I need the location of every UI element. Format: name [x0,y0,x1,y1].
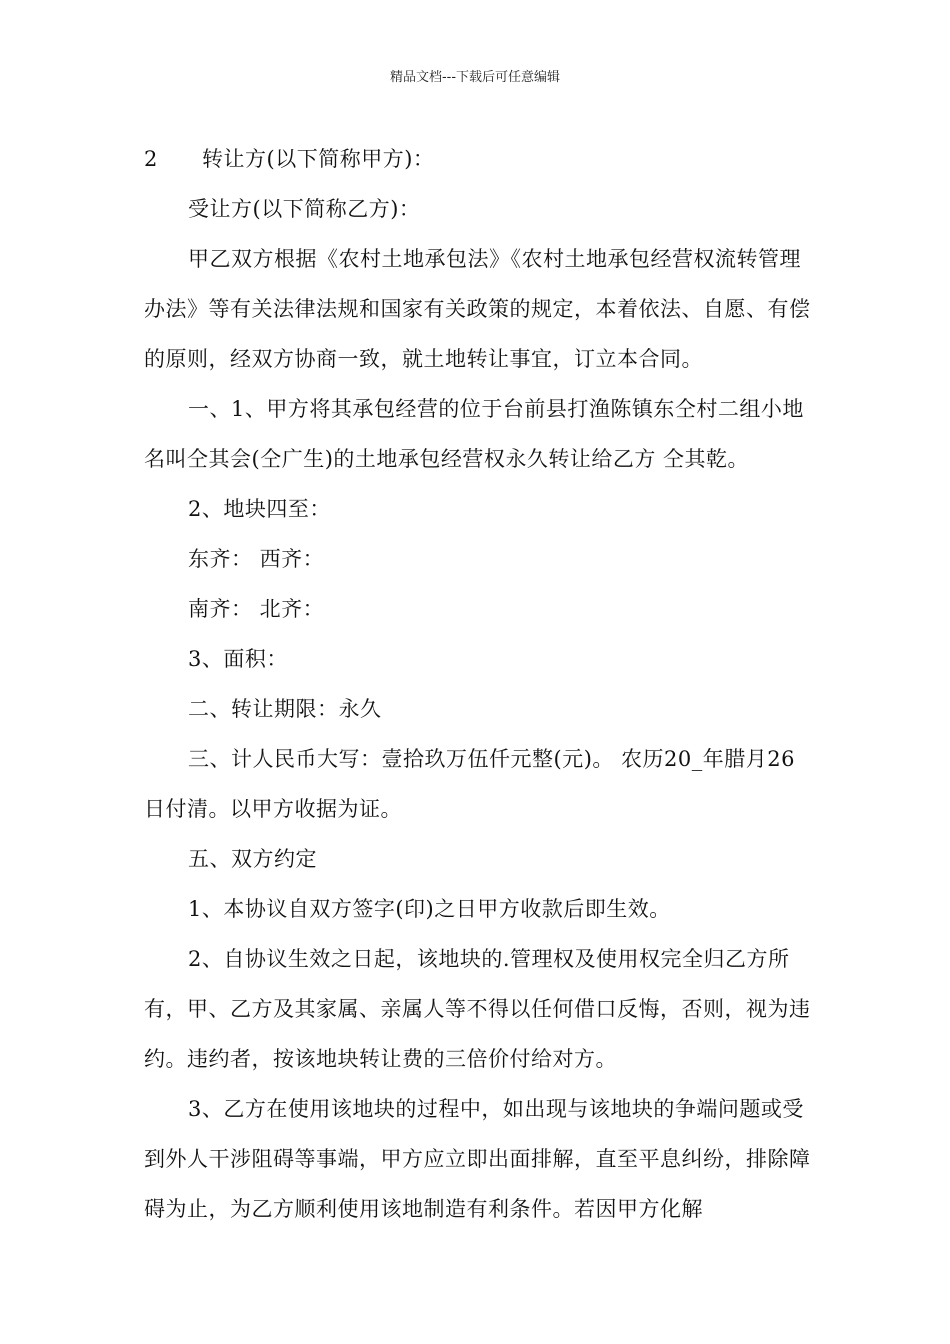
transferee-line: 受让方(以下简称乙方)： [188,197,421,221]
page-number: 2 [144,147,158,171]
area-line: 3、面积： [188,647,288,671]
agreement-heading: 五、双方约定 [188,847,317,871]
price-paragraph: 三、计人民币大写：壹拾玖万伍仟元整(元)。 农历20_年腊月26日付清。以甲方收据为证。 [144,747,796,821]
agreement-item-1: 1、本协议自双方签字(印)之日甲方收款后即生效。 [188,897,671,921]
boundaries-heading: 2、地块四至： [188,497,331,521]
south-north-line: 南齐： 北齐： [188,597,325,621]
transferor-line [144,134,814,184]
page-header: 精品文档---下载后可任意编辑 [389,70,561,85]
intro-paragraph: 甲乙双方根据《农村土地承包法》《农村土地承包经营权流转管理办法》等有关法律法规和国家有关政策的规定，本着依法、自愿、有偿的原则，经双方协商一致，就土地转让事宜，订立本合同。 [144,247,811,371]
clause-1-paragraph: 一、1、甲方将其承包经营的位于台前县打渔陈镇东仝村二组小地名叫仝其会(仝广生)的土地承包经营权永久转让给乙方 仝其乾。 [144,397,804,471]
transferor-label: 转让方(以下简称甲方)： [202,147,435,171]
contract-body [144,134,814,1234]
agreement-item-3: 3、乙方在使用该地块的过程中，如出现与该地块的争端问题或受到外人干涉阻碍等事端，甲方应立即出面排解，直至平息纠纷，排除障碍为止，为乙方顺利使用该地制造有利条件。若因甲方化解 [144,1097,811,1221]
east-west-line: 东齐： 西齐： [188,547,325,571]
agreement-item-2: 2、自协议生效之日起，该地块的.管理权及使用权完全归乙方所有，甲、乙方及其家属、亲属人等不得以任何借口反悔，否则，视为违约。违约者，按该地块转让费的三倍价付给对方。 [144,947,811,1071]
term-line: 二、转让期限：永久 [188,697,382,721]
